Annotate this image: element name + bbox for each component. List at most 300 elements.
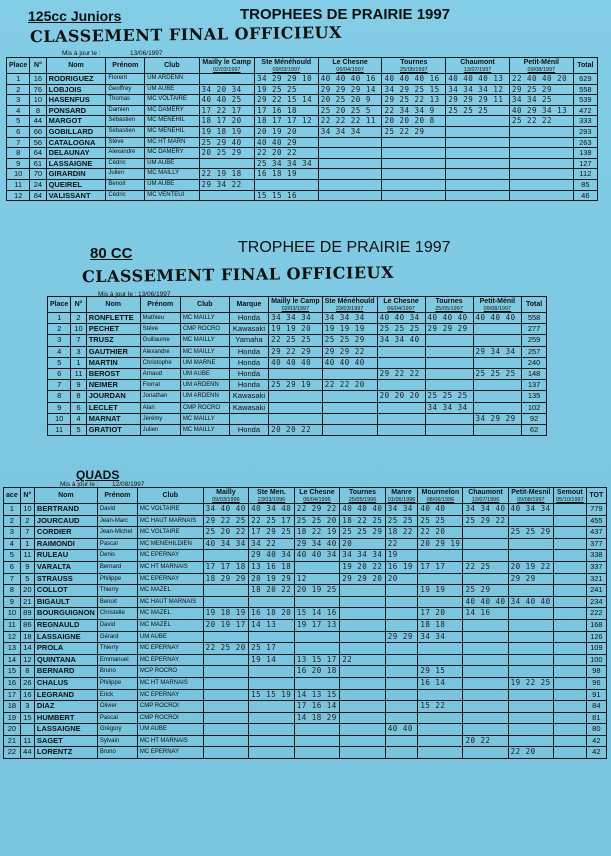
s1-cell-10 (509, 126, 573, 137)
s3-cell-8: 40 40 40 (340, 504, 386, 516)
s3-cell-4: CMP ROCROI (137, 701, 203, 713)
s3-table-row (4, 747, 607, 759)
s2-cell-10: 25 25 25 (473, 369, 522, 380)
s3-header-date: 25/05/1996 (348, 497, 377, 503)
s1-cell-6: 18 17 17 12 (254, 116, 318, 127)
s3-cell-12: 29 29 (508, 573, 554, 585)
s3-cell-13 (554, 689, 587, 701)
s2-cell-9: 34 34 34 (425, 402, 473, 413)
s3-cell-13 (554, 585, 587, 597)
s1-cell-4: MC MENEHIL (145, 116, 199, 127)
s3-cell-4: MC MAZEL (137, 585, 203, 597)
s3-cell-3: Olivier (97, 701, 137, 713)
s3-cell-9 (385, 712, 418, 724)
s1-cell-5: 20 25 29 (199, 148, 254, 159)
s1-header-date: 09/08/1997 (527, 67, 556, 73)
s3-header-label: Mailly (216, 489, 236, 496)
s1-cell-11: 127 (573, 158, 597, 169)
s1-cell-2: GIRARDIN (46, 169, 106, 180)
s3-cell-1: 44 (20, 747, 34, 759)
s1-header-6 (254, 58, 318, 74)
s1-cell-8: 29 25 22 13 (382, 95, 446, 106)
s3-header-label: Club (162, 492, 179, 499)
s3-header-10 (418, 488, 463, 504)
s2-cell-5: Honda (229, 380, 268, 391)
s1-cell-7 (318, 179, 382, 190)
s3-header-label: Nom (58, 492, 74, 499)
s3-cell-1: 86 (20, 619, 34, 631)
s3-cell-6 (249, 735, 295, 747)
s2-header-label: Nom (105, 301, 121, 308)
s1-cell-11: 112 (573, 169, 597, 180)
s1-cell-3: Florent (106, 74, 145, 85)
s2-cell-6: 40 40 40 (269, 357, 323, 368)
s3-cell-9 (385, 654, 418, 666)
s1-header-label: Nom (68, 62, 84, 69)
s1-cell-6: 17 16 18 (254, 105, 318, 116)
s2-cell-8 (377, 380, 425, 391)
s3-cell-5 (203, 701, 249, 713)
s3-cell-3: Gérard (97, 631, 137, 643)
s3-cell-7: 20 19 25 (294, 585, 340, 597)
s3-cell-6: 14 13 (249, 619, 295, 631)
s2-cell-11: 277 (522, 324, 547, 335)
s3-cell-13 (554, 538, 587, 550)
s3-cell-14: 168 (586, 619, 606, 631)
s3-cell-6 (249, 666, 295, 678)
s1-cell-5 (199, 158, 254, 169)
s2-cell-9 (425, 380, 473, 391)
s3-header-date: 05/10/1997 (556, 497, 584, 503)
s1-header-label: Tournes (400, 59, 428, 66)
s2-cell-4: UM AUBE (180, 369, 229, 380)
s1-cell-2: HASENFUS (46, 95, 106, 106)
s2-header-6 (269, 297, 323, 313)
s3-cell-11: 20 22 (463, 735, 508, 747)
s2-header-3 (140, 297, 180, 313)
s2-header-5 (229, 297, 268, 313)
s1-cell-2: QUEIREL (46, 179, 106, 190)
s3-cell-9 (385, 666, 418, 678)
s3-cell-0: 7 (4, 573, 21, 585)
s3-cell-3: Thierry (97, 643, 137, 655)
s3-cell-8: 29 29 20 (340, 573, 386, 585)
s3-header-label: Semout (557, 489, 583, 496)
s3-cell-1: 9 (20, 561, 34, 573)
s2-cell-0: 10 (48, 413, 71, 424)
s3-title: QUADS (76, 468, 120, 482)
s2-table-row (48, 335, 547, 346)
s2-table-row (48, 425, 547, 436)
s3-cell-0: 21 (4, 735, 21, 747)
s3-cell-7: 14 18 29 (294, 712, 340, 724)
s3-cell-8: 20 (340, 538, 386, 550)
s3-header-date: 09/03/1996 (212, 497, 240, 503)
s3-cell-12 (508, 538, 554, 550)
s1-cell-11: 472 (573, 105, 597, 116)
s2-cell-7: 22 22 20 (322, 380, 377, 391)
s2-cell-4: MC MAILLY (180, 413, 229, 424)
s2-table-row (48, 313, 547, 324)
s3-cell-13 (554, 677, 587, 689)
s2-cell-0: 1 (48, 313, 71, 324)
s1-table-row (7, 95, 598, 106)
s3-cell-9 (385, 735, 418, 747)
s3-cell-7: 13 15 17 (294, 654, 340, 666)
s3-cell-0: 19 (4, 712, 21, 724)
s2-header-10 (473, 297, 522, 313)
s3-cell-7 (294, 631, 340, 643)
s1-cell-8 (382, 169, 446, 180)
s1-cell-3: Thomas (106, 95, 145, 106)
s3-cell-2: STRAUSS (34, 573, 97, 585)
s3-cell-6: 17 29 25 (249, 527, 295, 539)
s1-header-date: 06/04/1997 (336, 67, 364, 73)
s3-cell-3: Bernard (97, 561, 137, 573)
s1-cell-6: 19 25 25 (254, 84, 318, 95)
s3-cell-4: MC VOLTAIRE (137, 527, 203, 539)
s3-cell-4: MC HT MARNAIS (137, 677, 203, 689)
s3-cell-12: 19 22 25 (508, 677, 554, 689)
s3-cell-3: Benoit (97, 596, 137, 608)
s2-cell-2: TRUSZ (86, 335, 140, 346)
s1-table-row (7, 116, 598, 127)
s3-cell-11 (463, 538, 508, 550)
s3-cell-10: 15 22 (418, 701, 463, 713)
s2-header-label: Marque (236, 301, 262, 308)
s2-cell-10: 40 40 40 (473, 313, 522, 324)
s3-update-date: 12/08/1997 (112, 481, 145, 488)
s3-cell-9: 19 (385, 550, 418, 562)
s1-cell-4: MC DAMERY (145, 105, 199, 116)
s3-cell-6: 13 16 18 (249, 561, 295, 573)
s3-cell-4: MC VOLTAIRE (137, 504, 203, 516)
s2-cell-5: Honda (229, 346, 268, 357)
s3-cell-11: 25 29 22 (463, 515, 508, 527)
s3-header-label: Chaumont (468, 489, 503, 496)
s3-cell-8: 18 22 25 (340, 515, 386, 527)
s3-cell-1: 14 (20, 643, 34, 655)
s1-cell-3: Sébastien (106, 126, 145, 137)
s3-cell-13 (554, 643, 587, 655)
s3-table-row (4, 677, 607, 689)
s1-cell-4: MC MAILLY (145, 169, 199, 180)
s2-cell-9: 29 29 29 (425, 324, 473, 335)
s3-cell-2: BIGAULT (34, 596, 97, 608)
s3-cell-11 (463, 701, 508, 713)
s1-header-8 (382, 58, 446, 74)
s2-table-row (48, 380, 547, 391)
s3-cell-6: 19 14 (249, 654, 295, 666)
s3-cell-5 (203, 585, 249, 597)
s3-cell-13 (554, 735, 587, 747)
s3-cell-9 (385, 619, 418, 631)
s2-cell-5: Yamaha (229, 335, 268, 346)
s3-cell-9: 40 40 (385, 724, 418, 736)
s1-cell-6: 29 22 15 14 (254, 95, 318, 106)
s1-cell-9 (446, 126, 510, 137)
s2-header-11 (522, 297, 547, 313)
s3-cell-2: HUMBERT (34, 712, 97, 724)
s2-cell-3: Julien (140, 425, 180, 436)
s3-cell-13 (554, 573, 587, 585)
s2-table-row (48, 402, 547, 413)
s1-cell-9 (446, 158, 510, 169)
s3-header-label: Tournes (348, 489, 377, 496)
s3-cell-11 (463, 712, 508, 724)
s1-cell-2: GOBILLARD (46, 126, 106, 137)
s3-cell-5: 20 19 17 (203, 619, 249, 631)
s3-cell-0: 22 (4, 747, 21, 759)
s1-table-row (7, 126, 598, 137)
s2-header-label: Total (525, 301, 543, 308)
s3-table-row (4, 643, 607, 655)
s3-header-12 (508, 488, 554, 504)
s1-cell-4: UM AUBE (145, 84, 199, 95)
s2-cell-7 (322, 391, 377, 402)
s1-update-date: 13/06/1997 (130, 50, 163, 57)
s3-cell-8 (340, 596, 386, 608)
s2-table-row (48, 324, 547, 335)
s3-header-date: 01/06/1996 (387, 497, 416, 503)
s3-cell-1: 21 (20, 596, 34, 608)
s3-header-label: Le Chesne (299, 489, 335, 496)
s3-header-label: TOT (589, 492, 604, 499)
s3-cell-9 (385, 747, 418, 759)
s1-cell-10 (509, 179, 573, 190)
s1-table-row (7, 148, 598, 159)
s2-cell-0: 6 (48, 369, 71, 380)
s1-cell-5 (199, 74, 254, 85)
s2-header-label: Club (197, 301, 213, 308)
s1-cell-5: 19 18 19 (199, 126, 254, 137)
s3-cell-3: David (97, 619, 137, 631)
s3-cell-12: 22 20 (508, 747, 554, 759)
s2-cell-1: 10 (71, 324, 86, 335)
s1-cell-11: 333 (573, 116, 597, 127)
s3-cell-13 (554, 724, 587, 736)
s3-cell-10: 20 29 19 (418, 538, 463, 550)
s3-cell-12 (508, 735, 554, 747)
s3-table-row (4, 735, 607, 747)
s2-cell-11: 92 (522, 413, 547, 424)
s3-cell-4: MC MAZEL (137, 619, 203, 631)
s2-cell-11: 135 (522, 391, 547, 402)
s2-cell-1: 5 (71, 425, 86, 436)
s3-cell-7 (294, 747, 340, 759)
s3-cell-1: 11 (20, 550, 34, 562)
s3-cell-9 (385, 596, 418, 608)
s2-header-row (48, 297, 547, 313)
s1-table-row (7, 169, 598, 180)
s3-cell-9 (385, 677, 418, 689)
s3-cell-12 (508, 585, 554, 597)
s2-cell-8: 40 40 34 (377, 313, 425, 324)
s2-header-label: N° (74, 301, 83, 308)
s3-table-row (4, 608, 607, 620)
s1-cell-4: MC HT MARN (145, 137, 199, 148)
s3-cell-10: 17 17 (418, 561, 463, 573)
s3-cell-11 (463, 573, 508, 585)
s1-cell-11: 263 (573, 137, 597, 148)
s1-cell-8: 34 29 25 15 (382, 84, 446, 95)
s3-cell-10 (418, 735, 463, 747)
s3-cell-11: 14 16 (463, 608, 508, 620)
s3-cell-14: 241 (586, 585, 606, 597)
s3-cell-5: 34 40 40 (203, 504, 249, 516)
s2-header-date: 09/08/1997 (483, 306, 512, 312)
s3-cell-5 (203, 677, 249, 689)
s3-cell-0: 12 (4, 631, 21, 643)
s3-cell-12: 34 40 40 (508, 596, 554, 608)
s2-cell-9: 40 40 40 (425, 313, 473, 324)
s3-cell-4: UM AUBE (137, 631, 203, 643)
s2-cell-7: 29 29 22 (322, 346, 377, 357)
s2-cell-0: 5 (48, 357, 71, 368)
s3-cell-12 (508, 608, 554, 620)
s3-cell-11 (463, 654, 508, 666)
s3-header-3 (97, 488, 137, 504)
s1-cell-3: Cédric (106, 158, 145, 169)
s1-header-date: 13/07/1997 (463, 67, 492, 73)
s1-cell-7: 40 40 40 16 (318, 74, 382, 85)
s3-cell-10 (418, 724, 463, 736)
s2-cell-11: 240 (522, 357, 547, 368)
s1-cell-4: MC DAMERY (145, 148, 199, 159)
s3-table-row (4, 515, 607, 527)
s1-cell-1: 61 (30, 158, 46, 169)
s3-cell-13 (554, 550, 587, 562)
s1-table-row (7, 137, 598, 148)
s2-cell-5: Kawasaki (229, 391, 268, 402)
s3-cell-13 (554, 747, 587, 759)
s2-cell-11: 558 (522, 313, 547, 324)
s1-cell-5: 40 40 25 (199, 95, 254, 106)
s2-cell-11: 257 (522, 346, 547, 357)
s2-header-date: 23/03/1997 (335, 306, 364, 312)
s2-header-9 (425, 297, 473, 313)
s1-cell-6: 22 20 22 (254, 148, 318, 159)
s3-cell-4: MC MENEHILDIEN (137, 538, 203, 550)
s3-header-row (4, 488, 607, 504)
s3-header-7 (294, 488, 340, 504)
s3-cell-9: 20 (385, 573, 418, 585)
s3-cell-4: MC EPERNAY (137, 654, 203, 666)
s3-cell-8: 25 25 29 (340, 527, 386, 539)
s3-cell-1: 10 (20, 504, 34, 516)
s1-header-3 (106, 58, 145, 74)
s3-cell-9 (385, 585, 418, 597)
s1-cell-5 (199, 190, 254, 201)
s3-cell-0: 9 (4, 596, 21, 608)
s1-cell-6: 40 40 29 (254, 137, 318, 148)
s3-cell-1: 89 (20, 608, 34, 620)
s1-cell-2: VALISSANT (46, 190, 106, 201)
s3-cell-13 (554, 631, 587, 643)
s1-cell-9: 29 29 29 11 (446, 95, 510, 106)
s3-cell-0: 16 (4, 677, 21, 689)
s1-header-label: Prénom (112, 62, 139, 69)
s3-cell-8 (340, 735, 386, 747)
s2-cell-6: 29 22 29 (269, 346, 323, 357)
s3-cell-8: 34 34 34 (340, 550, 386, 562)
s3-cell-14: 84 (586, 701, 606, 713)
s1-header-label: Ste Ménéhould (261, 59, 312, 66)
s1-cell-7 (318, 169, 382, 180)
s2-cell-8: 29 22 22 (377, 369, 425, 380)
s3-cell-10 (418, 643, 463, 655)
s1-subtitle: CLASSEMENT FINAL OFFICIEUX (29, 22, 343, 47)
s3-cell-12 (508, 515, 554, 527)
s1-cell-10: 25 22 22 (509, 116, 573, 127)
s1-table-row (7, 158, 598, 169)
s2-cell-5: Honda (229, 369, 268, 380)
s2-cell-1: 3 (71, 346, 86, 357)
s1-cell-7: 34 34 34 (318, 126, 382, 137)
s3-cell-9: 25 25 (385, 515, 418, 527)
s2-header-7 (322, 297, 377, 313)
s3-cell-10 (418, 689, 463, 701)
s3-cell-1: 16 (20, 689, 34, 701)
s3-cell-8 (340, 689, 386, 701)
s3-cell-6 (249, 724, 295, 736)
s3-cell-2: RULEAU (34, 550, 97, 562)
s3-header-label: ace (6, 492, 18, 499)
s3-cell-0: 20 (4, 724, 21, 736)
s2-cell-6 (269, 369, 323, 380)
s1-cell-0: 2 (7, 84, 30, 95)
s1-header-label: Le Chesne (332, 59, 368, 66)
s2-cell-5 (229, 413, 268, 424)
s2-header-date: 02/03/1997 (281, 306, 310, 312)
s2-cell-2: MARNAT (86, 413, 140, 424)
s3-cell-5 (203, 550, 249, 562)
s1-table-row (7, 190, 598, 201)
s2-cell-7: 40 40 40 (322, 357, 377, 368)
s1-cell-1: 70 (30, 169, 46, 180)
s2-cell-6 (269, 402, 323, 413)
s3-header-date: 09/08/1997 (517, 497, 545, 503)
s2-header-label: Tournes (435, 298, 463, 305)
s3-cell-3: Bruno (97, 747, 137, 759)
s1-cell-11: 293 (573, 126, 597, 137)
s3-cell-6: 29 40 34 (249, 550, 295, 562)
s3-cell-4: MC EPERNAY (137, 573, 203, 585)
s3-cell-12 (508, 712, 554, 724)
s3-cell-10: 25 25 (418, 515, 463, 527)
s3-cell-14: 222 (586, 608, 606, 620)
s2-cell-8: 34 34 40 (377, 335, 425, 346)
s1-cell-3: Stève (106, 137, 145, 148)
s1-cell-7 (318, 158, 382, 169)
s3-cell-12 (508, 724, 554, 736)
s3-cell-14: 321 (586, 573, 606, 585)
s3-cell-5 (203, 631, 249, 643)
s3-cell-13 (554, 561, 587, 573)
s2-cell-1: 8 (71, 391, 86, 402)
s2-cell-1: 7 (71, 335, 86, 346)
s3-cell-5: 17 17 18 (203, 561, 249, 573)
s2-header-date: 25/05/1997 (435, 306, 463, 312)
s2-update-date: 13/06/1997 (138, 291, 171, 298)
s1-cell-3: Julien (106, 169, 145, 180)
s1-header-date: 25/05/1997 (400, 67, 428, 73)
s2-cell-8: 20 20 20 (377, 391, 425, 402)
s2-standings-table (47, 296, 547, 436)
s3-cell-1: 2 (20, 515, 34, 527)
s3-table-row (4, 538, 607, 550)
s3-cell-11 (463, 643, 508, 655)
